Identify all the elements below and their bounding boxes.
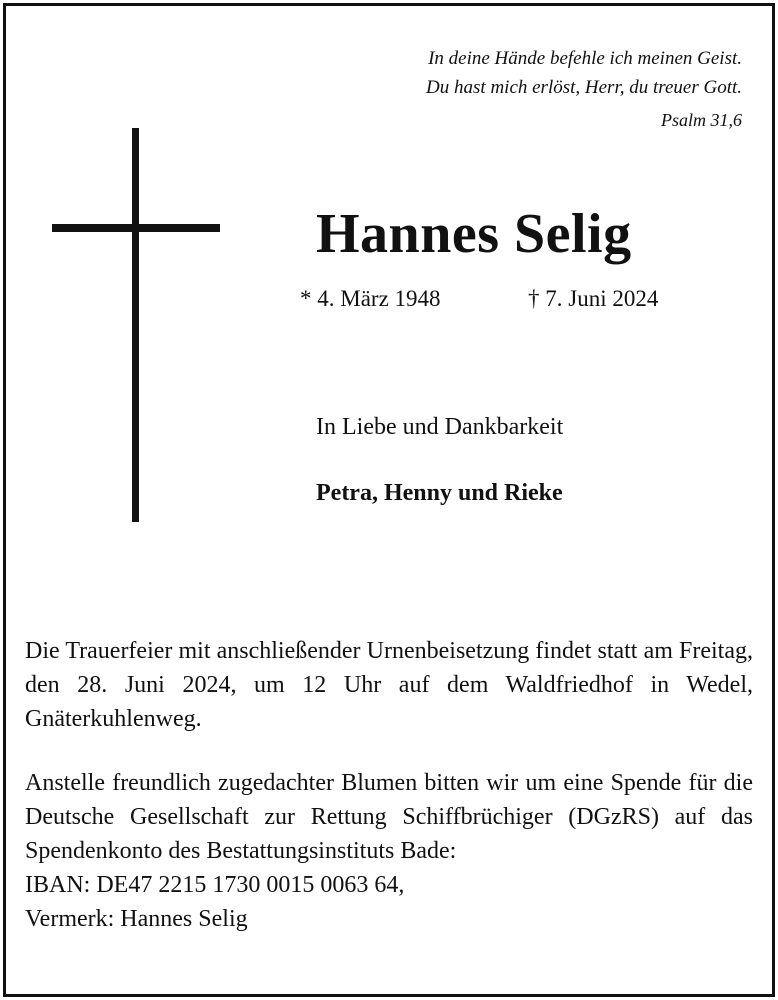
donation-iban: IBAN: DE47 2215 1730 0015 0063 64, [25,872,405,898]
deceased-name: Hannes Selig [316,203,632,265]
quote-line-2: Du hast mich erlöst, Herr, du treuer Gott. [426,77,742,98]
cross-icon-bar [52,224,220,232]
donation-paragraph [25,766,753,936]
mourners: Petra, Henny und Rieke [316,480,563,506]
ceremony-paragraph: Die Trauerfeier mit anschließender Urnenbeisetzung findet statt am Freitag, den 28. Juni 2024, um 12 Uhr auf dem Waldfriedhof in Wedel, Gnäterkuhlenweg. [25,638,753,732]
cross-icon [132,128,139,522]
donation-text: Anstelle freundlich zugedachter Blumen bitten wir um eine Spende für die Deutsche Gesellschaft zur Rettung Schiffbrüchiger (DGzRS) auf das Spendenkonto des Bestattungsinstituts Bade: [25,770,753,864]
quote-line-1: In deine Hände befehle ich meinen Geist. [428,48,742,69]
donation-note: Vermerk: Hannes Selig [25,906,248,932]
quote-reference: Psalm 31,6 [661,110,742,130]
death-date: † 7. Juni 2024 [528,286,659,311]
bible-quote [426,44,742,135]
dedication: In Liebe und Dankbarkeit [316,414,564,440]
birth-date: * 4. März 1948 [300,286,441,311]
